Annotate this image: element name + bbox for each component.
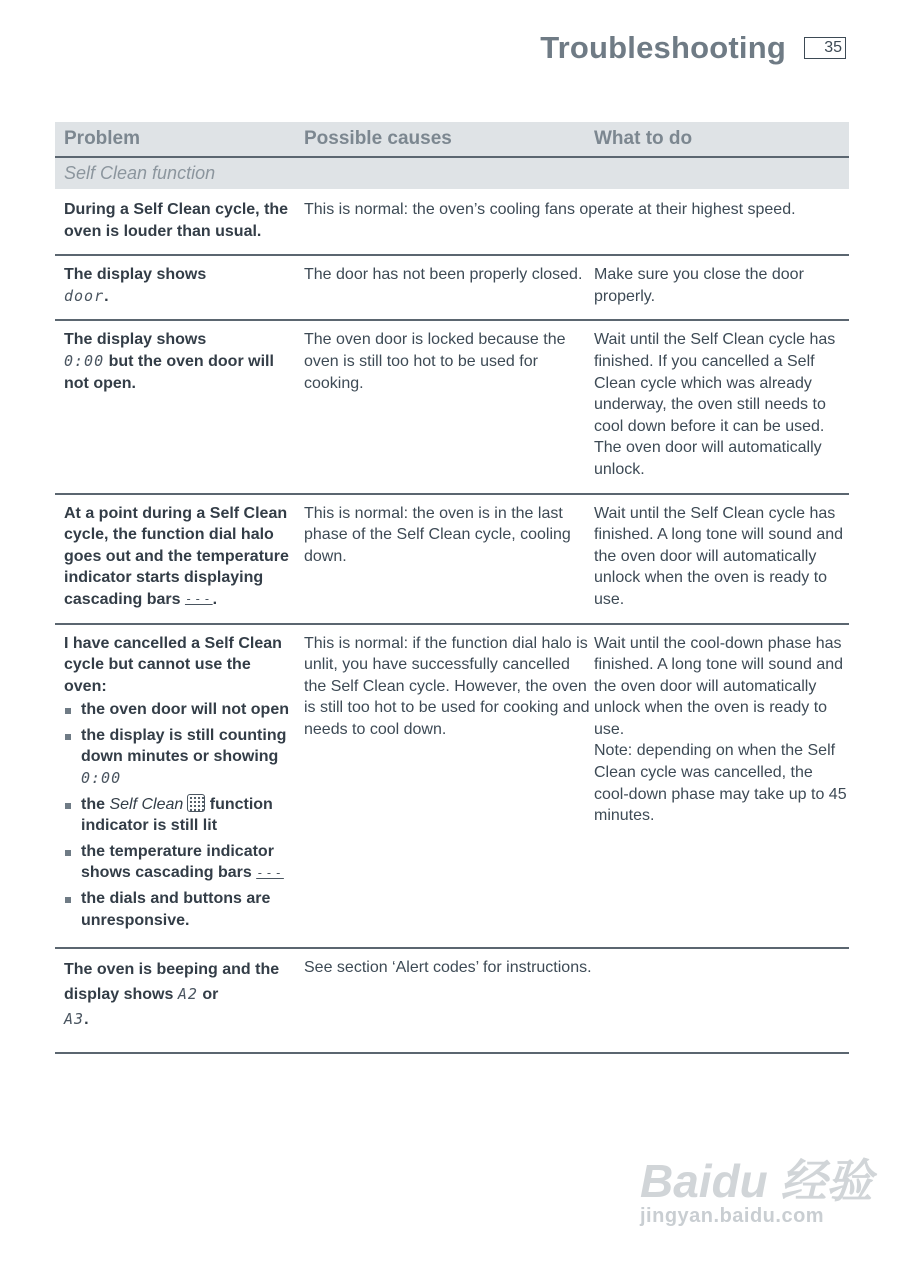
problem-cell xyxy=(55,495,296,623)
todo-text: Wait until the cool-down phase has finished. A long tone will sound and the oven door will automatically unlock when the oven is ready to use. xyxy=(594,634,844,738)
display-code: door xyxy=(64,286,105,305)
problem-cell xyxy=(55,256,296,319)
table-row xyxy=(55,256,849,321)
section-heading: Self Clean function xyxy=(55,158,849,189)
problem-mid: or xyxy=(202,986,219,1004)
table-row xyxy=(55,949,849,1054)
table-row xyxy=(55,321,849,494)
problem-cell xyxy=(55,625,296,948)
problem-suffix: . xyxy=(104,287,109,305)
list-item: the dials and buttons are unresponsive. xyxy=(64,888,296,931)
page-number: 35 xyxy=(804,37,846,59)
cause-cell: The door has not been properly closed. xyxy=(304,266,583,284)
todo-note: Note: depending on when the Self Clean cycle was cancelled, the cool-down phase may take up to 45 minutes. xyxy=(594,742,847,825)
watermark-logo: Baidu 经验 xyxy=(640,1155,873,1207)
cascading-bars: --- xyxy=(256,865,284,880)
problem-suffix: . xyxy=(84,1011,89,1029)
baidu-watermark xyxy=(640,1145,873,1228)
troubleshooting-table xyxy=(55,122,849,1054)
problem-cell xyxy=(55,321,296,492)
problem-cell: During a Self Clean cycle, the oven is louder than usual. xyxy=(64,201,289,240)
merged-cell: This is normal: the oven’s cooling fans operate at their highest speed. xyxy=(304,201,796,218)
cause-cell: The oven door is locked because the oven is still too hot to be used for cooking. xyxy=(304,331,566,392)
todo-cell: Wait until the Self Clean cycle has finished. A long tone will sound and the oven door will automatically unlock when the oven is ready to use. xyxy=(594,504,844,608)
problem-suffix: but the oven door will not open. xyxy=(64,352,274,392)
symptom-text: the xyxy=(81,795,105,813)
alert-code: A3 xyxy=(64,1010,85,1029)
cascading-bars: --- xyxy=(184,592,213,607)
problem-text: The display shows xyxy=(64,331,207,349)
table-header xyxy=(55,122,849,158)
header-todo: What to do xyxy=(594,128,693,149)
problem-suffix: . xyxy=(212,590,218,608)
page-title: Troubleshooting xyxy=(540,30,786,65)
table-row xyxy=(55,625,849,950)
list-item xyxy=(64,794,296,837)
problem-text: The oven is beeping and the display shows xyxy=(64,961,280,1004)
watermark-url: jingyan.baidu.com xyxy=(640,1205,825,1227)
todo-cell: Wait until the Self Clean cycle has finished. If you cancelled a Self Clean cycle which was already underway, the oven still needs to cool down before it can be used. The oven door will automatically unlock. xyxy=(594,331,836,478)
table-row xyxy=(55,189,849,256)
table-row xyxy=(55,495,849,625)
list-item xyxy=(64,725,296,790)
todo-cell xyxy=(594,625,848,948)
list-item: the oven door will not open xyxy=(64,699,296,721)
problem-text: The display shows xyxy=(64,266,207,284)
cause-cell: This is normal: if the function dial halo is unlit, you have successfully cancelled the Self Clean cycle. However, the oven is still too hot to be used for cooking and needs to cool down. xyxy=(304,634,590,738)
list-item xyxy=(64,841,296,884)
header-causes: Possible causes xyxy=(304,128,452,149)
merged-cell: See section ‘Alert codes’ for instructions. xyxy=(304,959,592,977)
problem-text: At a point during a Self Clean cycle, the function dial halo goes out and the temperature indicator starts displaying cascading bars xyxy=(64,504,289,608)
problem-cell xyxy=(55,949,296,1044)
cause-cell: This is normal: the oven is in the last phase of the Self Clean cycle, cooling down. xyxy=(304,504,571,565)
self-clean-label: Self Clean xyxy=(109,795,184,813)
display-code: 0:00 xyxy=(64,351,105,370)
display-code: 0:00 xyxy=(81,769,122,788)
self-clean-icon xyxy=(187,794,205,812)
alert-code: A2 xyxy=(177,985,198,1004)
todo-cell: Make sure you close the door properly. xyxy=(594,266,804,305)
problem-intro: I have cancelled a Self Clean cycle but cannot use the oven: xyxy=(64,634,282,695)
header-problem: Problem xyxy=(64,128,141,149)
symptom-text: function indicator is still lit xyxy=(81,795,273,835)
symptom-list xyxy=(64,699,296,931)
symptom-text: the temperature indicator shows cascading bars xyxy=(81,842,274,882)
symptom-text: the display is still counting down minutes or showing xyxy=(81,726,287,766)
